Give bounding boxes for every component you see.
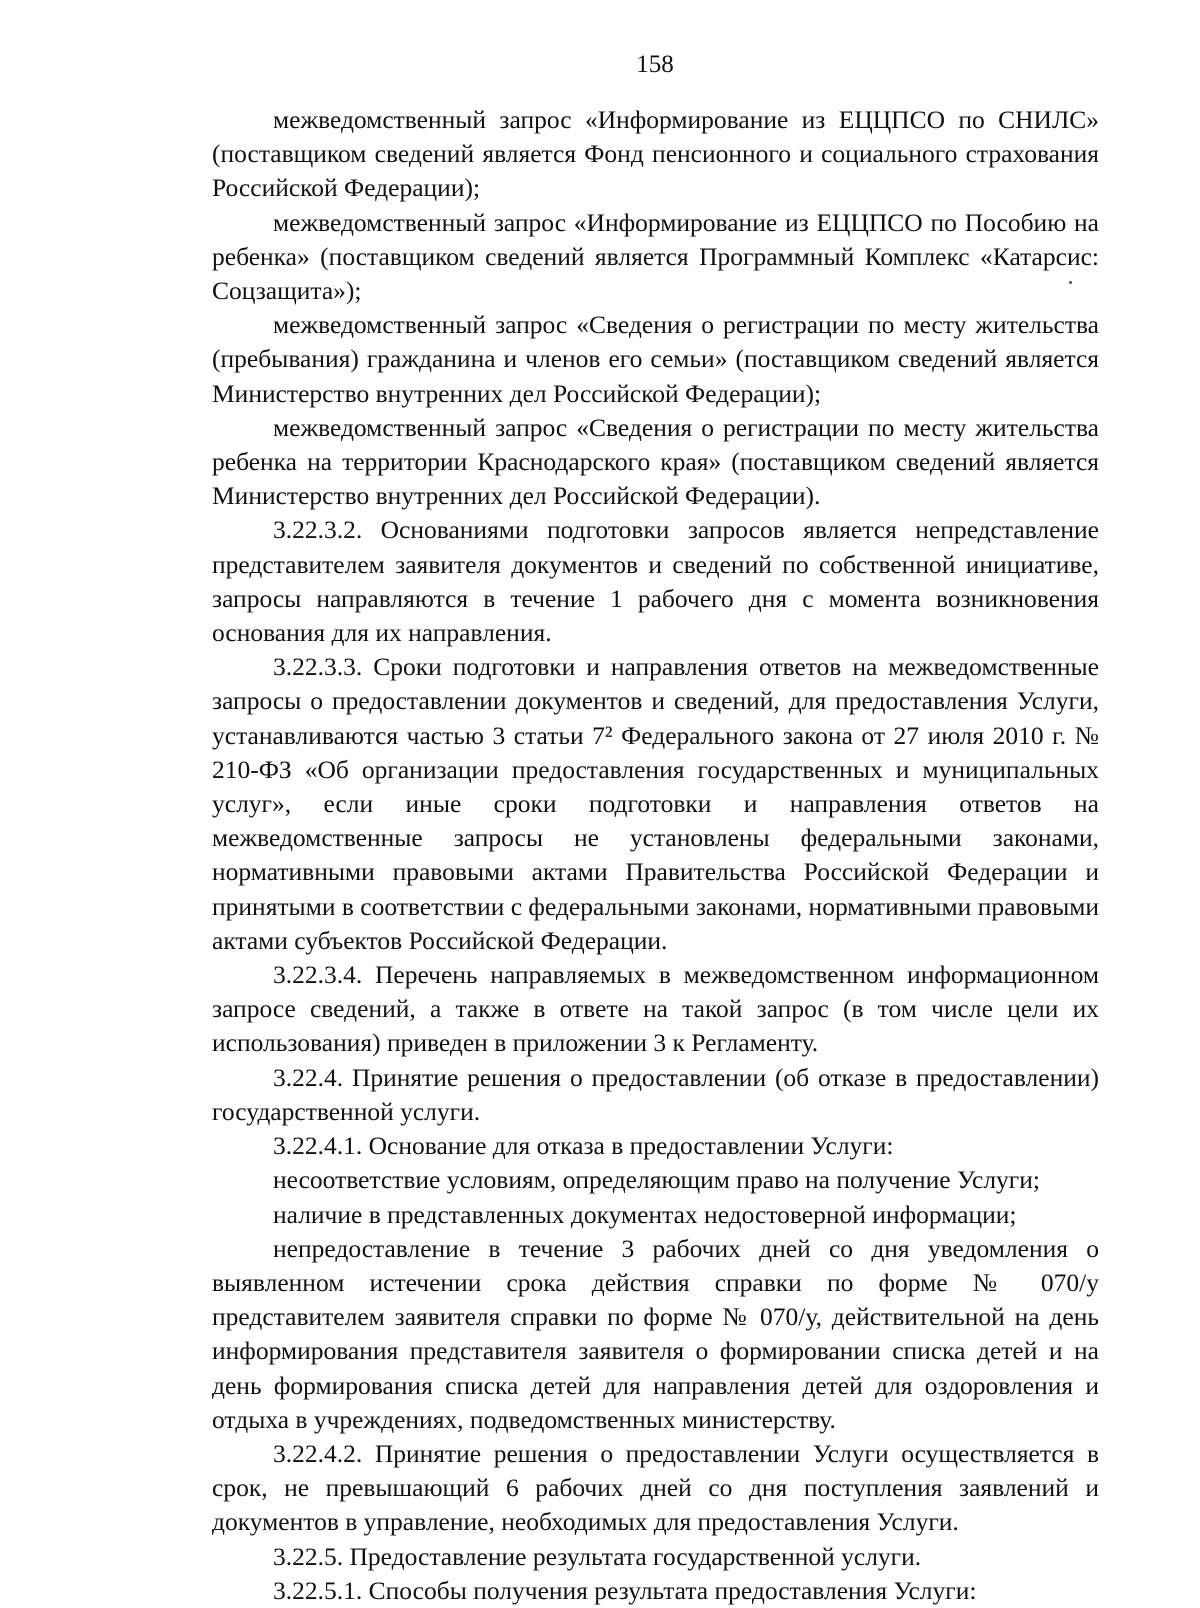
paragraph: несоответствие условиям, определяющим право на получение Услуги; [273, 1165, 1040, 1195]
page-number: 158 [636, 51, 674, 78]
paragraph: 3.22.4. Принятие решения о предоставлении (об отказе в предоставлении) государственной услуги. [212, 1062, 1099, 1126]
paragraph: наличие в представленных документах недостоверной информации; [273, 1199, 1017, 1229]
paragraph: межведомственный запрос «Информирование из ЕЦЦПСО по Пособию на ребенка» (поставщиком сведений является Программный Комплекс «Катарсис: Соцзащита»); [212, 207, 1099, 306]
paragraph: межведомственный запрос «Информирование из ЕЦЦПСО по СНИЛС» (поставщиком сведений является Фонд пенсионного и социального страхования Российской Федерации); [212, 105, 1099, 203]
paragraph: 3.22.3.3. Сроки подготовки и направления ответов на межведомственные запросы о предоставлении документов и сведений, для предоставления Услуги, устанавливаются частью 3 статьи 7² Федерального закона от 27 июля 2010 г. № 210-ФЗ «Об организации предоставления государственных и муниципальных услуг», если иные сроки подготовки и направления ответов на межведомственные запросы не установлены федеральными законами, нормативными правовыми актами Правительства Российской Федерации и принятыми в соответствии с федеральными законами, нормативными правовыми актами субъектов Российской Федерации. [212, 652, 1099, 955]
paragraph: 3.22.4.2. Принятие решения о предоставлении Услуги осуществляется в срок, не превышающий 6 рабочих дней со дня поступления заявлений и документов в управление, необходимых для предоставления Услуги. [212, 1438, 1099, 1537]
paragraph: 3.22.3.4. Перечень направляемых в межведомственном информационном запросе сведений, а также в ответе на такой запрос (в том числе цели их использования) приведен в приложении 3 к Регламенту. [212, 960, 1099, 1058]
paragraph: непредоставление в течение 3 рабочих дней со дня уведомления о выявленном истечении срока действия справки по форме № 070/у представителем заявителя справки по форме № 070/у, действительной на день информирования представителя заявителя о формировании списка детей и на день формирования списка детей для направления детей для оздоровления и отдыха в учреждениях, подведомственных министерству. [212, 1233, 1099, 1434]
paragraph: межведомственный запрос «Сведения о регистрации по месту жительства ребенка на территории Краснодарского края» (поставщиком сведений является Министерство внутренних дел Российской Федерации). [212, 412, 1099, 511]
paragraph: межведомственный запрос «Сведения о регистрации по месту жительства (пребывания) гражданина и членов его семьи» (поставщиком сведений является Министерство внутренних дел Российской Федерации); [212, 310, 1099, 408]
paragraph: 3.22.4.1. Основание для отказа в предоставлении Услуги: [273, 1131, 894, 1161]
document-body [212, 103, 1099, 1608]
paragraph: 3.22.3.2. Основаниями подготовки запросов является непредставление представителем заявителя документов и сведений по собственной инициативе, запросы направляются в течение 1 рабочего дня с момента возникновения основания для их направления. [212, 515, 1099, 648]
paragraph: 3.22.5.1. Способы получения результата предоставления Услуги: [273, 1575, 977, 1605]
paragraph: 3.22.5. Предоставление результата государственной услуги. [273, 1541, 922, 1571]
